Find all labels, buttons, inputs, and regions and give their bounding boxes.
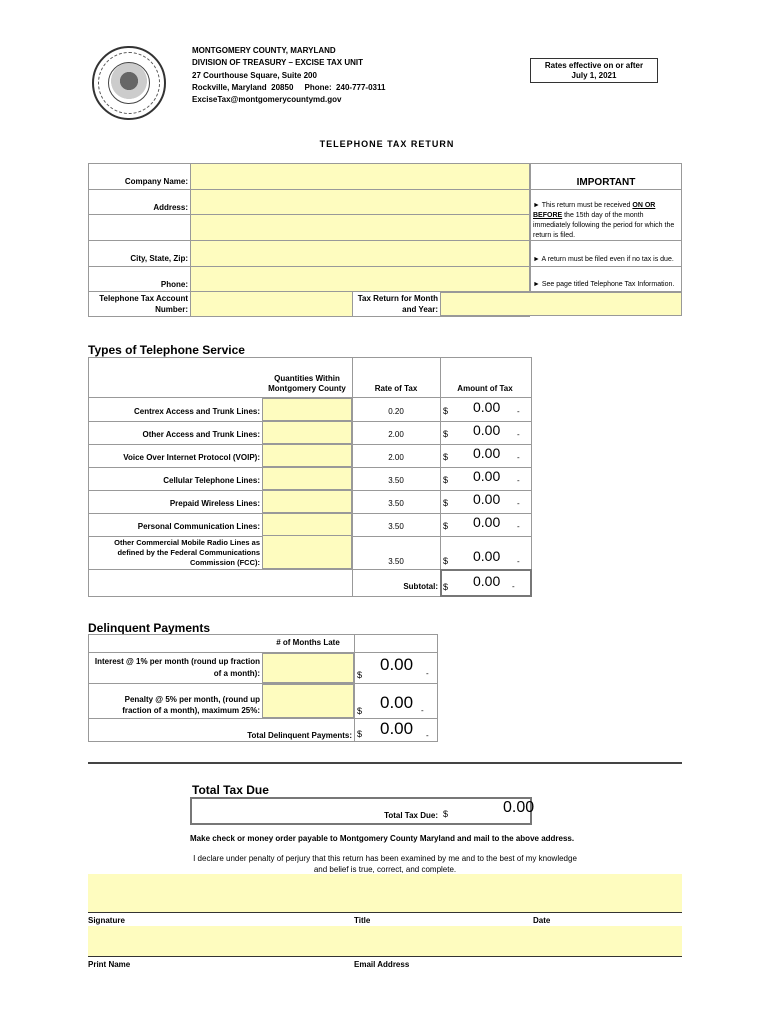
service-dollar: $ xyxy=(443,452,449,462)
fcc-label xyxy=(88,538,260,568)
total-tax-due-dollar: $ xyxy=(443,809,449,819)
title-label: Title xyxy=(354,916,371,925)
phone-input[interactable] xyxy=(190,267,529,291)
city-state-zip-input[interactable] xyxy=(190,241,529,266)
interest-dollar: $ xyxy=(357,670,363,680)
rates-effective-box xyxy=(530,58,658,83)
fcc-amount: 0.00 xyxy=(473,548,501,564)
service-dollar: $ xyxy=(443,429,449,439)
important-note-3: ► See page titled Telephone Tax Information. xyxy=(533,281,675,288)
company-name-input[interactable] xyxy=(190,164,529,189)
subtotal-dollar: $ xyxy=(443,582,449,592)
col-divider xyxy=(440,357,441,597)
address-line-2-input[interactable] xyxy=(190,215,529,240)
total-delinquent-dash: - xyxy=(426,731,429,740)
service-row-label: Personal Communication Lines: xyxy=(137,522,260,531)
header-line-2: DIVISION OF TREASURY – EXCISE TAX UNIT xyxy=(192,58,363,67)
fcc-label-1: Other Commercial Mobile Radio Lines as xyxy=(114,538,260,547)
signature-line xyxy=(88,912,682,913)
service-amount: 0.00 xyxy=(473,468,501,484)
interest-label-2: of a month): xyxy=(213,669,260,678)
county-seal-logo xyxy=(92,46,166,120)
penalty-label-1: Penalty @ 5% per month, (round up xyxy=(124,695,260,704)
important-note-1 xyxy=(533,201,681,241)
fcc-dash: - xyxy=(517,557,520,566)
service-dash: - xyxy=(517,499,520,508)
address-line-1-input[interactable] xyxy=(190,190,529,214)
service-dollar: $ xyxy=(443,406,449,416)
service-quantity-input[interactable] xyxy=(262,398,352,421)
tax-month-label-1: Tax Return for Month xyxy=(357,294,438,303)
important-title: IMPORTANT xyxy=(576,177,636,188)
payment-instruction: Make check or money order payable to Montgomery County Maryland and mail to the above address. xyxy=(190,834,575,843)
declaration-line-2: and belief is true, correct, and complete. xyxy=(313,865,457,874)
interest-months-input[interactable] xyxy=(262,653,354,683)
rates-effective-line-2: July 1, 2021 xyxy=(571,71,617,80)
service-quantity-input[interactable] xyxy=(262,444,352,467)
service-amount: 0.00 xyxy=(473,491,501,507)
service-dash: - xyxy=(517,476,520,485)
print-name-input-row[interactable] xyxy=(88,926,682,956)
account-number-label-1: Telephone Tax Account xyxy=(99,294,188,303)
interest-label-1: Interest @ 1% per month (round up fraction xyxy=(94,657,260,666)
total-delinquent-amount: 0.00 xyxy=(380,719,414,738)
col-quantities-2: Montgomery County xyxy=(268,384,346,393)
date-label: Date xyxy=(533,916,551,925)
total-tax-due-amount: 0.00 xyxy=(503,799,535,816)
subtotal-label: Subtotal: xyxy=(403,582,438,591)
total-tax-due-label: Total Tax Due: xyxy=(384,811,438,820)
total-delinquent-dollar: $ xyxy=(357,729,363,739)
service-amount: 0.00 xyxy=(473,422,501,438)
row-divider xyxy=(530,266,682,267)
service-row-label: Other Access and Trunk Lines: xyxy=(142,430,260,439)
email-address-label: Email Address xyxy=(354,960,410,969)
penalty-label-2: fraction of a month), maximum 25%: xyxy=(122,706,260,715)
account-number-label-2: Number: xyxy=(155,305,188,314)
service-dash: - xyxy=(517,522,520,531)
interest-dash: - xyxy=(426,669,429,678)
service-row-label: Cellular Telephone Lines: xyxy=(163,476,260,485)
section-separator xyxy=(88,762,682,764)
fcc-label-2: defined by the Federal Communications xyxy=(117,548,260,557)
total-tax-due-title: Total Tax Due xyxy=(192,783,269,797)
service-row-label: Voice Over Internet Protocol (VOIP): xyxy=(123,453,260,462)
service-quantity-input[interactable] xyxy=(262,421,352,444)
row-divider xyxy=(530,240,682,241)
declaration-line-1: I declare under penalty of perjury that this return has been examined by me and to the best of my knowledge xyxy=(193,854,577,863)
service-quantity-input[interactable] xyxy=(262,467,352,490)
service-rate: 2.00 xyxy=(388,430,404,439)
note-1-text-a: ► This return must be received xyxy=(533,202,633,209)
tax-month-year-input[interactable] xyxy=(440,292,682,316)
col-quantities-1: Quantities Within xyxy=(274,374,340,383)
print-name-line xyxy=(88,956,682,957)
account-number-input[interactable] xyxy=(190,292,353,316)
note-1-text-b: the 15th day of the month immediately following the period for which the return is filed. xyxy=(533,212,675,239)
fcc-dollar: $ xyxy=(443,556,449,566)
service-rate: 3.50 xyxy=(388,522,404,531)
signature-input-row[interactable] xyxy=(88,874,682,912)
service-row-label: Prepaid Wireless Lines: xyxy=(169,499,260,508)
penalty-amount: 0.00 xyxy=(380,693,414,712)
col-months-late: # of Months Late xyxy=(276,638,340,647)
subtotal-amount: 0.00 xyxy=(473,573,501,589)
service-rate: 3.50 xyxy=(388,499,404,508)
rates-effective-line-1: Rates effective on or after xyxy=(544,61,644,70)
interest-amount: 0.00 xyxy=(380,655,414,674)
seal-emblem xyxy=(108,62,150,104)
important-note-2: ► A return must be filed even if no tax is due. xyxy=(533,256,674,263)
service-quantity-input[interactable] xyxy=(262,513,352,536)
row-divider xyxy=(530,189,682,190)
service-dash: - xyxy=(517,407,520,416)
col-rate-of-tax: Rate of Tax xyxy=(374,384,418,393)
fcc-rate: 3.50 xyxy=(388,557,404,566)
service-dollar: $ xyxy=(443,475,449,485)
address-label: Address: xyxy=(153,203,188,212)
penalty-dash: - xyxy=(421,706,424,715)
company-name-label: Company Name: xyxy=(124,177,188,186)
service-dash: - xyxy=(517,430,520,439)
fcc-quantity-input[interactable] xyxy=(262,535,352,569)
note-1-before: BEFORE xyxy=(533,212,563,219)
fcc-label-3: Commission (FCC): xyxy=(190,558,260,567)
service-amount: 0.00 xyxy=(473,445,501,461)
service-rate: 3.50 xyxy=(388,476,404,485)
services-title: Types of Telephone Service xyxy=(88,343,245,357)
header-line-4: Rockville, Maryland 20850 Phone: 240-777-0311 xyxy=(192,83,386,92)
service-amount: 0.00 xyxy=(473,514,501,530)
header-line-3: 27 Courthouse Square, Suite 200 xyxy=(192,71,317,80)
note-1-on-or: ON OR xyxy=(632,202,656,209)
print-name-label: Print Name xyxy=(88,960,131,969)
service-dash: - xyxy=(517,453,520,462)
header-line-1: MONTGOMERY COUNTY, MARYLAND xyxy=(192,46,336,55)
total-delinquent-label: Total Delinquent Payments: xyxy=(247,731,352,740)
service-row-label: Centrex Access and Trunk Lines: xyxy=(134,407,260,416)
col-divider xyxy=(354,634,355,742)
penalty-dollar: $ xyxy=(357,706,363,716)
service-rate: 0.20 xyxy=(388,407,404,416)
header-line-5: ExciseTax@montgomerycountymd.gov xyxy=(192,95,342,104)
form-title: TELEPHONE TAX RETURN xyxy=(319,139,455,149)
phone-label: Phone: xyxy=(160,280,188,289)
delinquent-title: Delinquent Payments xyxy=(88,621,211,635)
service-amount: 0.00 xyxy=(473,399,501,415)
tax-month-label-2: and Year: xyxy=(402,305,438,314)
col-amount-of-tax: Amount of Tax xyxy=(457,384,513,393)
service-dollar: $ xyxy=(443,521,449,531)
signature-label: Signature xyxy=(88,916,125,925)
service-quantity-input[interactable] xyxy=(262,490,352,513)
city-state-zip-label: City, State, Zip: xyxy=(130,254,188,263)
subtotal-dash: - xyxy=(512,582,515,591)
penalty-months-input[interactable] xyxy=(262,684,354,718)
service-rate: 2.00 xyxy=(388,453,404,462)
service-dollar: $ xyxy=(443,498,449,508)
